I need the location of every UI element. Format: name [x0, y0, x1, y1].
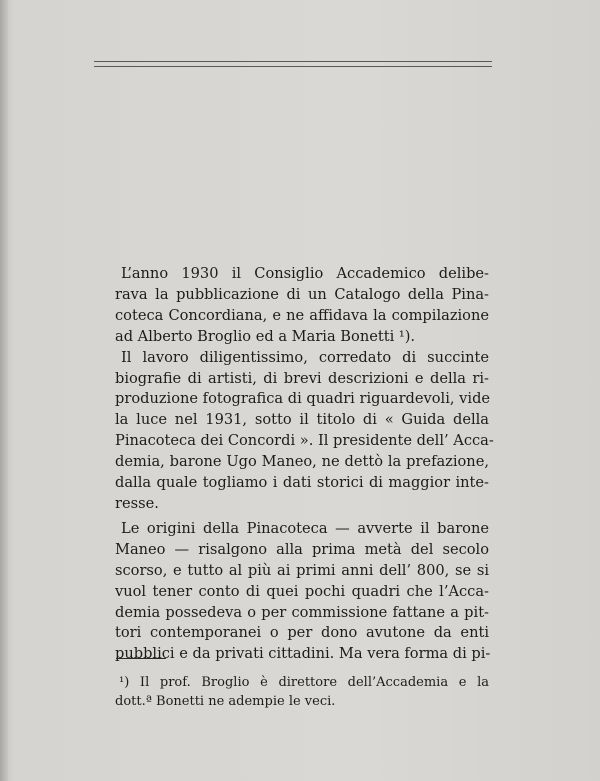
text-line: Le origini della Pinacoteca — avverte il barone: [121, 519, 489, 537]
body-text: [115, 264, 494, 665]
text-line: pubblici e da privati cittadini. Ma vera forma di pi-: [115, 645, 491, 663]
text-line: tori contemporanei o per dono avutone da enti: [115, 624, 489, 642]
paragraph-2: [115, 348, 494, 515]
footnote-line: ¹) Il prof. Broglio è direttore dell’Accademia e la: [119, 675, 489, 690]
text-line: resse.: [115, 494, 159, 512]
text-line: Maneo — risalgono alla prima metà del secolo: [115, 540, 489, 558]
paragraph-3: [115, 519, 489, 665]
text-line: produzione fotografica di quadri riguardevoli, vide: [115, 390, 491, 408]
footnote: [115, 673, 489, 711]
text-line: coteca Concordiana, e ne affidava la compilazione: [115, 306, 489, 324]
text-line: Pinacoteca dei Concordi ». Il presidente dell’ Acca-: [115, 432, 494, 450]
text-line: demia, barone Ugo Maneo, ne dettò la prefazione,: [115, 453, 489, 471]
paragraph-1: [115, 264, 489, 348]
header-double-rule: [94, 61, 492, 67]
text-line: L’anno 1930 il Consiglio Accademico delibe-: [121, 265, 489, 282]
page-binding-edge: [0, 0, 8, 781]
text-line: biografie di artisti, di brevi descrizioni e della ri-: [115, 369, 489, 387]
footnote-separator: [116, 658, 166, 659]
text-line: ad Alberto Broglio ed a Maria Bonetti ¹).: [115, 327, 416, 345]
text-line: demia possedeva o per commissione fattane a pit-: [115, 603, 489, 621]
text-line: scorso, e tutto al più ai primi anni dell’ 800, se si: [115, 561, 489, 579]
text-line: dalla quale togliamo i dati storici di maggior inte-: [115, 474, 489, 492]
footnote-line: dott.ª Bonetti ne adempie le veci.: [115, 694, 336, 709]
text-line: Il lavoro diligentissimo, corredato di succinte: [121, 348, 489, 366]
text-line: vuol tener conto di quei pochi quadri che l’Acca-: [115, 582, 489, 600]
text-line: la luce nel 1931, sotto il titolo di « Guida della: [115, 411, 489, 429]
text-line: rava la pubblicazione di un Catalogo della Pina-: [115, 285, 489, 303]
